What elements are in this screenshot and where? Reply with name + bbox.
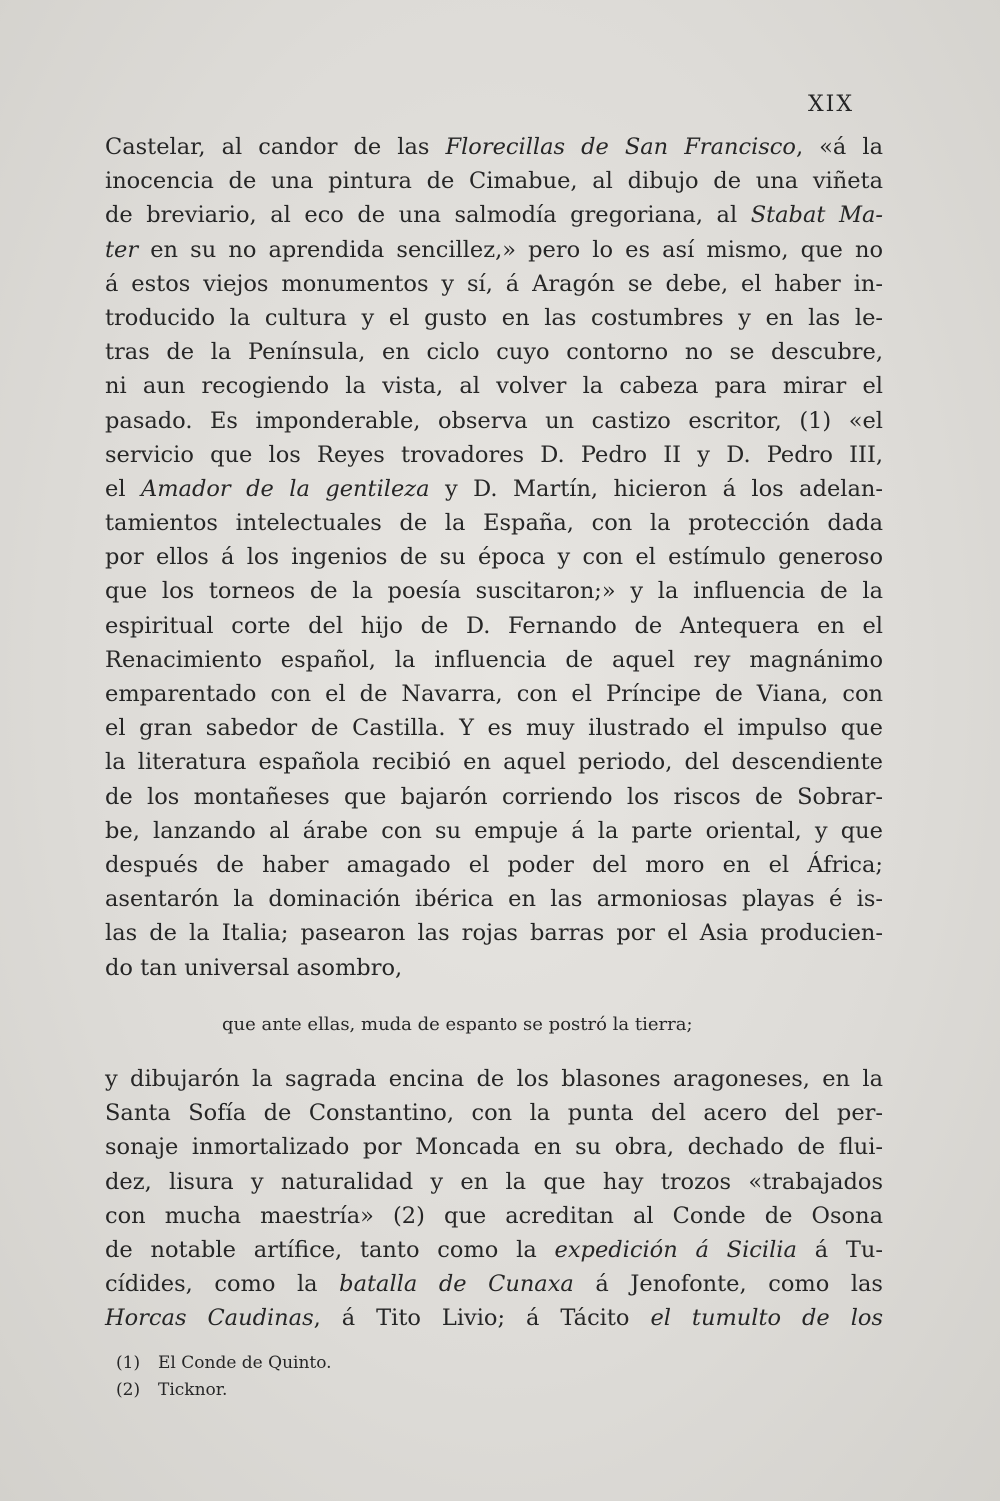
verse-quote: que ante ellas, muda de espanto se postró la tierra; [222,1014,693,1035]
footnote-text: Ticknor. [158,1380,228,1400]
text-line: inocencia de una pintura de Cimabue, al dibujo de una viñeta [105,168,883,195]
text-line: tamientos intelectuales de la España, con la protección dada [105,510,883,537]
text-line: de breviario, al eco de una salmodía gregoriana, al Stabat Ma- [105,202,884,229]
text-line: Horcas Caudinas, á Tito Livio; á Tácito el tumulto de los [105,1305,883,1332]
text-line: de notable artífice, tanto como la expedición á Sicilia á Tu- [105,1236,884,1263]
footnote-1 [116,1350,332,1377]
paragraph-1 [105,130,883,985]
text-line: espiritual corte del hijo de D. Fernando de Antequera en el [105,612,883,639]
footnote-number: (2) [116,1380,141,1400]
text-line: y dibujarón la sagrada encina de los blasones aragoneses, en la [105,1066,883,1092]
text-line: cídides, como la batalla de Cunaxa á Jenofonte, como las [105,1271,883,1298]
text-line: tras de la Península, en ciclo cuyo contorno no se descubre, [105,339,883,366]
text-line: pasado. Es imponderable, observa un castizo escritor, (1) «el [105,407,883,434]
text-line: Renacimiento español, la influencia de aquel rey magnánimo [105,646,883,673]
text-line: la literatura española recibió en aquel periodo, del descendiente [105,749,883,776]
text-line: sonaje inmortalizado por Moncada en su obra, dechado de flui- [105,1134,883,1161]
text-line: Santa Sofía de Constantino, con la punta del acero del per- [105,1100,883,1127]
paragraph-2 [105,1062,883,1336]
text-line: que los torneos de la poesía suscitaron;» y la influencia de la [105,578,883,605]
footnotes [116,1350,332,1404]
text-line: ter en su no aprendida sencillez,» pero lo es así mismo, que no [105,236,883,263]
text-line: el Amador de la gentileza y D. Martín, hicieron á los adelan- [105,475,883,502]
text-line: las de la Italia; pasearon las rojas barras por el Asia producien- [105,920,883,947]
text-line: con mucha maestría» (2) que acreditan al Conde de Osona [105,1202,883,1229]
text-line: después de haber amagado el poder del moro en el África; [105,851,883,878]
text-line: troducido la cultura y el gusto en las costumbres y en las le- [105,304,883,331]
page-number: XIX [808,92,855,117]
text-line: Castelar, al candor de las Florecillas de San Francisco, «á la [105,134,883,160]
text-line: servicio que los Reyes trovadores D. Pedro II y D. Pedro III, [105,441,883,468]
text-line: ni aun recogiendo la vista, al volver la cabeza para mirar el [105,373,883,400]
text-line: de los montañeses que bajarón corriendo los riscos de Sobrar- [105,783,883,810]
text-line: por ellos á los ingenios de su época y con el estímulo generoso [105,544,883,571]
text-line: á estos viejos monumentos y sí, á Aragón se debe, el haber in- [105,270,883,297]
text-line: do tan universal asombro, [105,954,403,981]
text-line: dez, lisura y naturalidad y en la que hay trozos «trabajados [105,1168,883,1195]
text-line: emparentado con el de Navarra, con el Príncipe de Viana, con [105,681,883,707]
footnote-text: El Conde de Quinto. [158,1353,332,1373]
footnote-number: (1) [116,1353,141,1373]
text-line: el gran sabedor de Castilla. Y es muy ilustrado el impulso que [105,715,883,742]
text-line: be, lanzando al árabe con su empuje á la parte oriental, y que [105,817,883,844]
footnote-2 [116,1377,332,1404]
text-line: asentarón la dominación ibérica en las armoniosas playas é is- [105,886,883,913]
